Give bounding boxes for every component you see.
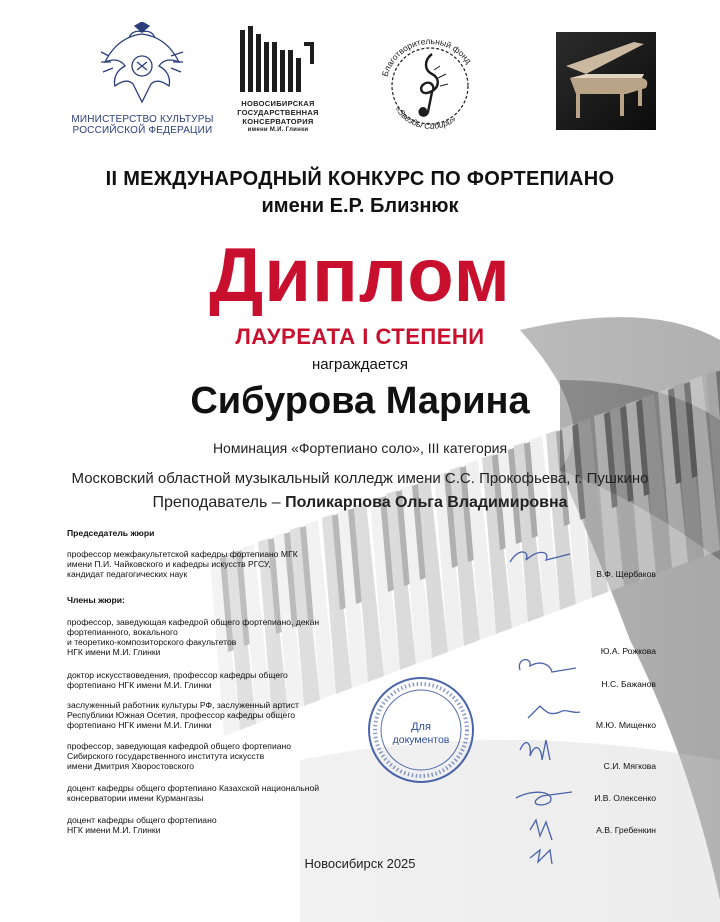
official-stamp	[365, 674, 477, 786]
conservatory-line2: ГОСУДАРСТВЕННАЯ	[237, 108, 319, 117]
jury-line: НГК имени М.И. Глинки	[67, 647, 161, 657]
teacher-line	[0, 494, 720, 512]
ministry-caption	[50, 114, 235, 136]
jury-line: НГК имени М.И. Глинки	[67, 825, 161, 835]
jury-chair-description	[67, 549, 298, 579]
jury-members-label: Члены жюри:	[67, 595, 125, 605]
competition-title: II МЕЖДУНАРОДНЫЙ КОНКУРС ПО ФОРТЕПИАНО	[105, 168, 615, 190]
jury-member-2	[67, 670, 288, 690]
jury-member-3-name: М.Ю. Мищенко	[595, 720, 656, 730]
jury-line: кандидат педагогических наук	[67, 569, 188, 579]
conservatory-logo-icon	[238, 24, 318, 96]
svg-text:Благотворительный фонд	[380, 36, 474, 78]
jury-member-6-name: А.В. Гребенкин	[596, 825, 656, 835]
jury-line: имени П.И. Чайковского и кафедры искусств РГСУ,	[67, 559, 271, 569]
teacher-name: Поликарпова Ольга Владимировна	[285, 494, 568, 511]
jury-member-3	[67, 700, 299, 730]
conservatory-line1: НОВОСИБИРСКАЯ	[241, 99, 315, 108]
conservatory-line3: КОНСЕРВАТОРИЯ	[242, 117, 314, 126]
diploma-degree: ЛАУРЕАТА I СТЕПЕНИ	[235, 324, 485, 349]
fund-bottom-text: «Звезды Сибири»	[393, 104, 458, 131]
place-year: Новосибирск 2025	[304, 856, 416, 871]
jury-line: фортепианного, вокального	[67, 627, 178, 637]
jury-line: и теоретико-композиторского факультетов	[67, 637, 237, 647]
jury-member-5-name: И.В. Олексенко	[594, 793, 656, 803]
jury-member-5	[67, 783, 319, 803]
jury-line: консерватории имени Курмангазы	[67, 793, 204, 803]
competition-subtitle: имени Е.Р. Близнюк	[261, 195, 459, 217]
jury-line: профессор межфакультетской кафедры фортепиано МГК	[67, 549, 298, 559]
jury-line: доцент кафедры общего фортепиано	[67, 815, 217, 825]
jury-member-6	[67, 815, 217, 835]
jury-chair-name: В.Ф. Щербаков	[596, 569, 656, 579]
jury-member-1-name: Ю.А. Рожкова	[600, 646, 656, 656]
jury-line: профессор, заведующая кафедрой общего фортепиано, декан	[67, 617, 320, 627]
teacher-label: Преподаватель –	[152, 494, 286, 511]
diploma-title: Диплом	[209, 233, 511, 318]
recipient-name: Сибурова Марина	[190, 380, 530, 422]
institution-text: Московский областной музыкальный колледж имени С.С. Прокофьева, г. Пушкино	[71, 470, 649, 487]
nomination-text: Номинация «Фортепиано соло», III категория	[212, 440, 508, 456]
charity-fund-logo-icon	[368, 26, 493, 136]
jury-line: профессор, заведующая кафедрой общего фортепиано	[67, 741, 292, 751]
ministry-line1: МИНИСТЕРСТВО КУЛЬТУРЫ	[71, 114, 214, 125]
jury-line: фортепиано НГК имени М.И. Глинки	[67, 720, 212, 730]
fund-top-text: Благотворительный фонд	[379, 35, 474, 78]
conservatory-line4: имени М.И. Глинки	[247, 127, 309, 133]
jury-line: фортепиано НГК имени М.И. Глинки	[67, 680, 212, 690]
jury-line: доцент кафедры общего фортепиано Казахской национальной	[67, 783, 320, 793]
stamp-line2: документов	[392, 734, 450, 746]
conservatory-caption	[218, 99, 338, 135]
awarded-label: награждается	[311, 356, 409, 373]
jury-line: доктор искусствоведения, профессор кафедры общего	[67, 670, 288, 680]
jury-member-2-name: Н.С. Бажанов	[601, 679, 656, 689]
ministry-line2: РОССИЙСКОЙ ФЕДЕРАЦИИ	[72, 125, 213, 136]
jury-chair-label: Председатель жюри	[67, 528, 155, 538]
signatures-icon	[480, 540, 590, 880]
ministry-emblem-icon	[95, 22, 190, 112]
jury-line: Сибирского государственного института искусств	[67, 751, 265, 761]
jury-line: Республики Южная Осетия, профессор кафедры общего	[67, 710, 296, 720]
jury-member-1	[67, 617, 319, 657]
grand-piano-image	[556, 32, 656, 130]
stamp-line1: Для	[411, 721, 431, 733]
jury-line: заслуженный работник культуры РФ, заслуженный артист	[67, 700, 299, 710]
jury-member-4	[67, 741, 291, 771]
jury-line: имени Дмитрия Хворостовского	[67, 761, 195, 771]
jury-member-4-name: С.И. Мягкова	[603, 761, 656, 771]
